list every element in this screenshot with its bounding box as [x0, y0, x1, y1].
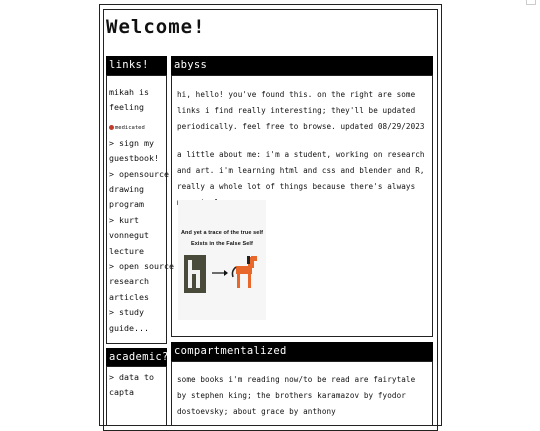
link-study-guide-2[interactable]: guide... — [109, 322, 149, 333]
academic-panel — [106, 366, 167, 426]
horse-figure — [232, 256, 257, 288]
mood-label: medicated — [115, 124, 145, 131]
abyss-panel — [171, 75, 433, 337]
compartmentalized-header: compartmentalized — [171, 342, 433, 361]
link-opensource-drawing-2[interactable]: drawing — [109, 184, 144, 195]
link-opensource-drawing[interactable]: > opensource — [109, 168, 169, 179]
abyss-header: abyss — [171, 56, 433, 75]
artwork-image — [178, 200, 266, 320]
link-kurt-vonnegut-3[interactable]: lecture — [109, 245, 144, 256]
arrow-head — [224, 270, 228, 276]
artwork-caption-1: And yet a trace of the true self — [180, 230, 264, 236]
pill-icon — [109, 125, 114, 130]
compartmentalized-panel — [171, 361, 433, 426]
links-panel — [106, 75, 174, 344]
about-text: a little about me: i'm a student, working on research and art. i'm learning html and css and blender and R, really a whole lot of things because there's always — [177, 150, 425, 191]
link-open-source-research[interactable]: > open source — [109, 261, 174, 272]
books-text: some books i'm reading now/to be read are fairytale by stephen king; the brothers karamazov by fyodor dostoevsky; about grace by anthony — [177, 375, 416, 416]
artwork-svg — [178, 200, 266, 320]
status-line-1: mikah is — [109, 87, 149, 97]
link-opensource-drawing-3[interactable]: program — [109, 199, 144, 210]
link-guestbook[interactable]: > sign my — [109, 137, 154, 148]
link-data-to-capta-2[interactable]: capta — [109, 387, 134, 398]
academic-header: academic? — [106, 348, 167, 367]
mood-badge — [109, 122, 166, 134]
intro-text: hi, hello! you've found this. on the right are some links i find really interesting; they'll be updated periodically. feel free to browse. updated 08/29/2023 — [177, 90, 425, 131]
link-study-guide[interactable]: > study — [109, 307, 144, 318]
status-line-2: feeling — [109, 102, 144, 113]
link-kurt-vonnegut-2[interactable]: vonnegut — [109, 230, 149, 241]
scroll-corner — [526, 0, 536, 5]
link-data-to-capta[interactable]: > data to — [109, 372, 154, 382]
page-title: Welcome! — [106, 16, 206, 38]
link-open-source-research-3[interactable]: articles — [109, 291, 149, 302]
link-guestbook-2[interactable]: guestbook! — [109, 153, 159, 164]
link-open-source-research-2[interactable]: research — [109, 276, 149, 287]
artwork-caption-2: Exists in the False Self — [190, 241, 254, 247]
link-kurt-vonnegut[interactable]: > kurt — [109, 214, 139, 225]
links-header: links! — [106, 56, 167, 75]
